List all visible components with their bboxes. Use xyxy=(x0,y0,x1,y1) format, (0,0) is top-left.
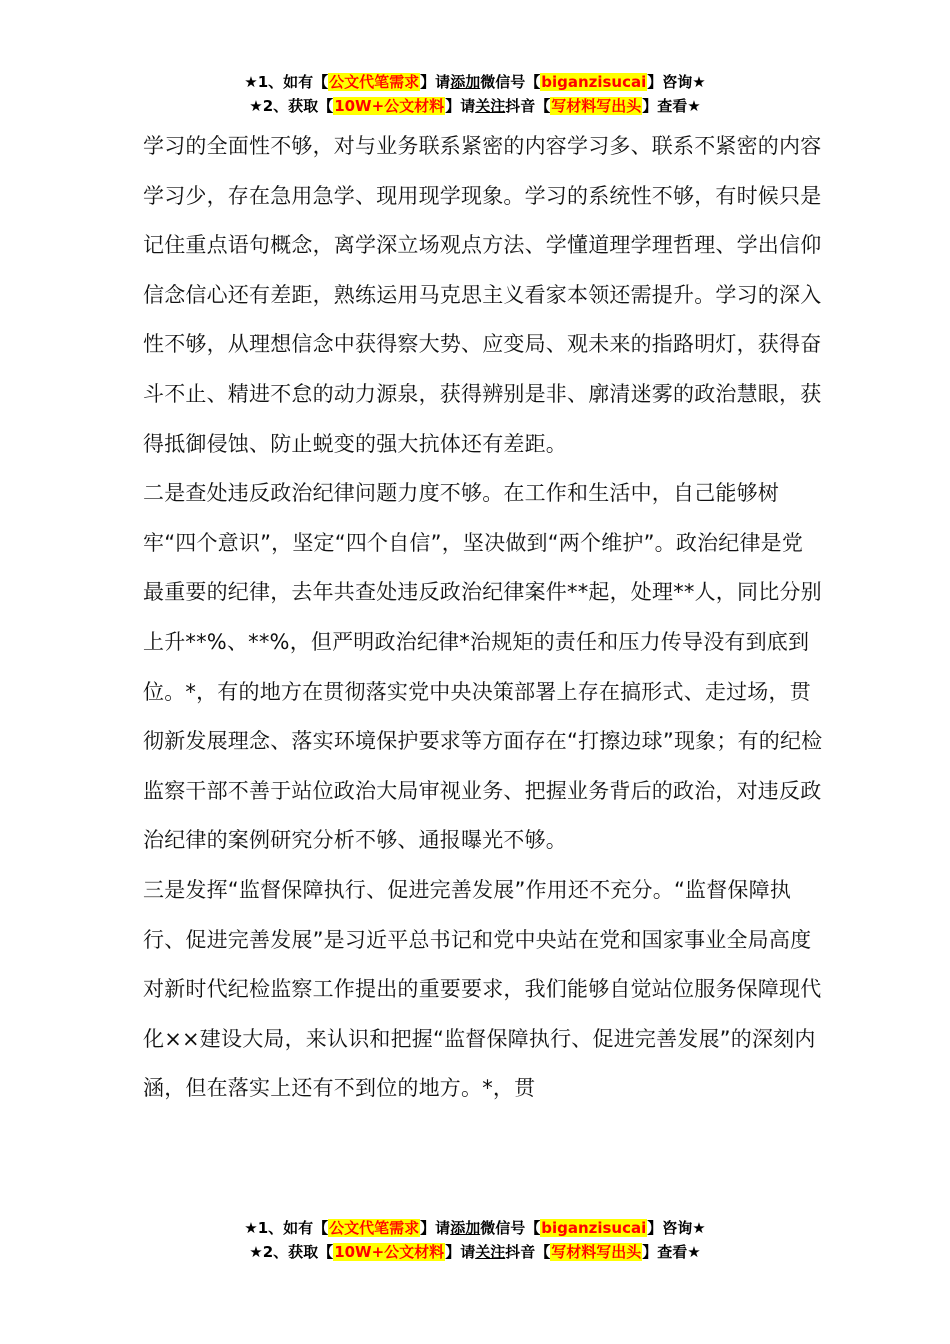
banner-text: 微信号【 xyxy=(480,1219,541,1237)
banner-text: 】请 xyxy=(420,73,451,91)
highlight-materials: 10W+公文材料 xyxy=(334,97,445,115)
highlight-service: 公文代笔需求 xyxy=(329,1219,420,1237)
banner-line-2 xyxy=(0,94,950,118)
banner-text: 】咨询★ xyxy=(647,1219,706,1237)
banner-text: 抖音【 xyxy=(505,97,551,115)
banner-text: 】查看★ xyxy=(642,1243,701,1261)
banner-underlined-text: 关注 xyxy=(475,97,506,115)
banner-line-1 xyxy=(0,70,950,94)
highlight-wechat-id: biganzisucai xyxy=(541,1219,647,1237)
banner-text: ★2、获取【 xyxy=(249,1243,334,1261)
banner-text: 】请 xyxy=(445,97,476,115)
banner-line-2 xyxy=(0,1240,950,1264)
highlight-service: 公文代笔需求 xyxy=(329,73,420,91)
paragraph: 三是发挥“监督保障执行、促进完善发展”作用还不充分。“监督保障执行、促进完善发展”是习近平总书记和党中央站在党和国家事业全局高度对新时代纪检监察工作提出的重要要求，我们能够自觉站位服务保障现代化××建设大局，来认识和把握“监督保障执行、促进完善发展”的深刻内涵，但在落实上还有不到位的地方。*，贯 xyxy=(143,877,822,1101)
header-banner xyxy=(0,70,950,118)
footer-banner xyxy=(0,1216,950,1264)
banner-underlined-text: 添加 xyxy=(450,73,481,91)
paragraph: 学习的全面性不够，对与业务联系紧密的内容学习多、联系不紧密的内容学习少，存在急用急学、现用现学现象。学习的系统性不够，有时候只是记住重点语句概念，离学深立场观点方法、学懂道理学理哲理、学出信仰信念信心还有差距，熟练运用马克思主义看家本领还需提升。学习的深入性不够，从理想信念中获得察大势、应变局、观未来的指路明灯，获得奋斗不止、精进不怠的动力源泉，获得辨别是非、廓清迷雾的政治慧眼，获得抵御侵蚀、防止蜕变的强大抗体还有差距。 xyxy=(143,134,822,456)
banner-text: ★2、获取【 xyxy=(249,97,334,115)
banner-underlined-text: 关注 xyxy=(475,1243,506,1261)
document-body xyxy=(143,122,823,1114)
banner-underlined-text: 添加 xyxy=(450,1219,481,1237)
banner-text: 】查看★ xyxy=(642,97,701,115)
highlight-wechat-id: biganzisucai xyxy=(541,73,647,91)
banner-text: ★1、如有【 xyxy=(244,73,329,91)
highlight-douyin-account: 写材料写出头 xyxy=(551,97,642,115)
banner-text: 微信号【 xyxy=(480,73,541,91)
paragraph: 二是查处违反政治纪律问题力度不够。在工作和生活中，自己能够树牢“四个意识”，坚定“四个自信”，坚决做到“两个维护”。政治纪律是党最重要的纪律，去年共查处违反政治纪律案件**起，处理**人，同比分别上升**%、**%，但严明政治纪律*治规矩的责任和压力传导没有到底到位。*，有的地方在贯彻落实党中央决策部署上存在搞形式、走过场，贯彻新发展理念、落实环境保护要求等方面存在“打擦边球”现象；有的纪检监察干部不善于站位政治大局审视业务、把握业务背后的政治，对违反政治纪律的案例研究分析不够、通报曝光不够。 xyxy=(143,481,823,853)
banner-text: ★1、如有【 xyxy=(244,1219,329,1237)
banner-text: 】咨询★ xyxy=(647,73,706,91)
highlight-materials: 10W+公文材料 xyxy=(334,1243,445,1261)
banner-text: 】请 xyxy=(445,1243,476,1261)
highlight-douyin-account: 写材料写出头 xyxy=(551,1243,642,1261)
banner-line-1 xyxy=(0,1216,950,1240)
banner-text: 抖音【 xyxy=(505,1243,551,1261)
banner-text: 】请 xyxy=(420,1219,451,1237)
